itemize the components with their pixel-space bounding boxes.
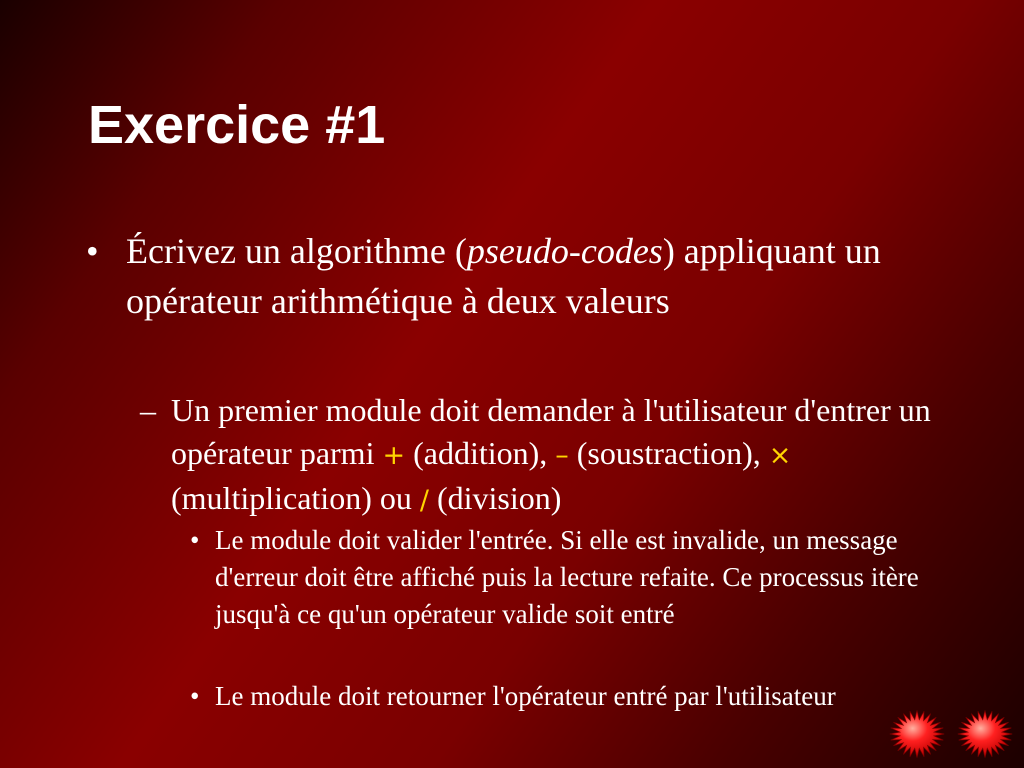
- operator-times: ×: [768, 440, 792, 471]
- sub-sub-bullet-return: Le module doit retourner l'opérateur entré par l'utilisateur: [215, 681, 836, 711]
- star-burst-icon: [888, 708, 946, 760]
- main-bullet: [126, 226, 946, 326]
- bullet-marker: •: [190, 525, 200, 555]
- operator-divide: /: [419, 485, 429, 516]
- operator-plus: +: [382, 440, 406, 471]
- sub-sub-bullet-validation: Le module doit valider l'entrée. Si elle est invalide, un message d'erreur doit être affiché puis la lecture refaite. Ce processus itère jusqu'à ce qu'un opérateur valide soit entré: [215, 525, 919, 629]
- main-bullet-text-end: ) appliquant un opérateur arithmétique à deux valeurs: [126, 231, 881, 321]
- sub-bullet-text-1: Un premier module doit demander à l'utilisateur d'entrer un opérateur parmi: [171, 392, 931, 471]
- sub-bullet: [171, 389, 961, 522]
- main-bullet-emphasis: pseudo-codes: [466, 231, 663, 271]
- sub-bullet-text-5: (division): [428, 480, 562, 516]
- sub-bullet-text-3: (soustraction),: [568, 435, 769, 471]
- slide-title: Exercice #1: [88, 95, 386, 155]
- bullet-marker: •: [190, 681, 200, 711]
- sub-bullet-text-4: (multiplication) ou: [171, 480, 420, 516]
- dash-marker: –: [140, 392, 156, 428]
- bullet-marker: •: [86, 231, 99, 271]
- sub-bullet-text-2: (addition),: [405, 435, 556, 471]
- main-bullet-text-start: Écrivez un algorithme (: [126, 231, 467, 271]
- star-burst-icon: [956, 708, 1014, 760]
- operator-minus: –: [555, 440, 569, 471]
